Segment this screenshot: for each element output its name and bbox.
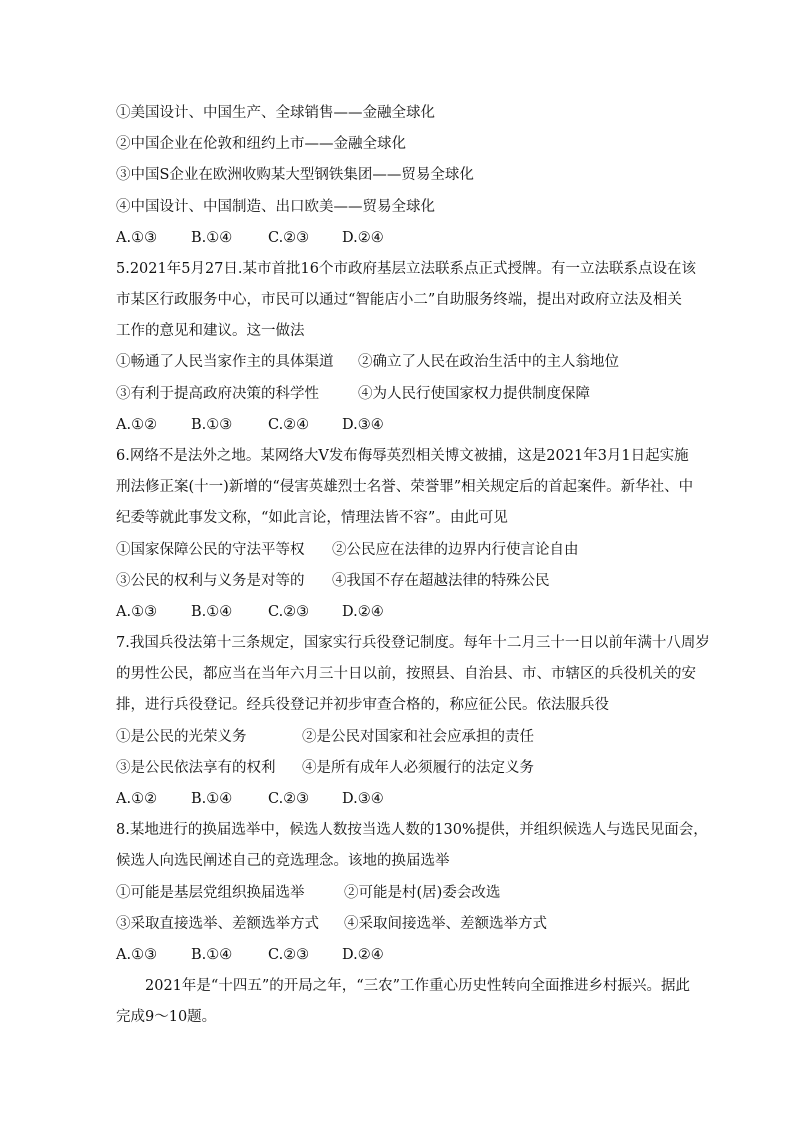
item-row: [116, 540, 579, 560]
item-text: ②中国企业在伦敦和纽约上市——金融全球化: [116, 136, 406, 152]
item-row: [116, 914, 547, 934]
answer-options: [116, 945, 384, 965]
question-stem: 候选人向选民阐述自己的竞选理念。该地的换届选举: [116, 853, 450, 869]
item-row: [116, 384, 590, 404]
option-c: C.②③: [268, 947, 310, 963]
item-text: ①是公民的光荣义务: [116, 729, 247, 745]
item-text: ①美国设计、中国生产、全球销售——金融全球化: [116, 105, 435, 121]
question-stem: 刑法修正案(十一)新增的“侵害英雄烈士名誉、荣誉罪”相关规定后的首起案件。新华社、中: [116, 479, 694, 495]
option-d: D.③④: [342, 791, 384, 807]
option-a: A.①③: [116, 604, 158, 620]
item-row: [116, 758, 534, 778]
item-text: ③是公民依法享有的权利: [116, 760, 276, 776]
item-text: ②确立了人民在政治生活中的主人翁地位: [358, 354, 619, 370]
option-c: C.②③: [268, 230, 310, 246]
question-stem: 排，进行兵役登记。经兵役登记并初步审查合格的，称应征公民。依法服兵役: [116, 697, 609, 713]
option-b: B.①④: [191, 947, 233, 963]
item-text: ④中国设计、中国制造、出口欧美——贸易全球化: [116, 199, 435, 215]
answer-options: [116, 602, 384, 622]
item-text: ①国家保障公民的守法平等权: [116, 542, 305, 558]
option-a: A.①③: [116, 230, 158, 246]
question-stem: 纪委等就此事发文称，“如此言论，情理法皆不容”。由此可见: [116, 510, 508, 526]
item-text: ④采取间接选举、差额选举方式: [344, 916, 547, 932]
question-stem: 6.网络不是法外之地。某网络大V发布侮辱英烈相关博文被捕，这是2021年3月1日起实施: [116, 448, 689, 464]
item-text: ③公民的权利与义务是对等的: [116, 573, 305, 589]
option-a: A.①②: [116, 417, 158, 433]
answer-options: [116, 789, 384, 809]
item-row: [116, 352, 619, 372]
option-c: C.②④: [268, 417, 310, 433]
answer-options: [116, 228, 384, 248]
item-text: ①可能是基层党组织换届选举: [116, 885, 305, 901]
option-b: B.①④: [191, 791, 233, 807]
question-stem: 7.我国兵役法第十三条规定，国家实行兵役登记制度。每年十二月三十一日以前年满十八周岁: [116, 635, 710, 651]
item-text: ④我国不存在超越法律的特殊公民: [332, 573, 550, 589]
item-text: ④是所有成年人必须履行的法定义务: [302, 760, 534, 776]
item-text: ③有利于提高政府决策的科学性: [116, 386, 319, 402]
item-row: [116, 883, 500, 903]
option-b: B.①④: [191, 230, 233, 246]
option-c: C.②③: [268, 604, 310, 620]
option-d: D.②④: [342, 604, 384, 620]
question-stem: 5.2021年5月27日.某市首批16个市政府基层立法联系点正式授牌。有一立法联系点设在该: [116, 261, 696, 277]
option-a: A.①②: [116, 791, 158, 807]
item-row: [116, 727, 534, 747]
item-text: ①畅通了人民当家作主的具体渠道: [116, 354, 334, 370]
item-row: [116, 571, 550, 591]
question-stem: 市某区行政服务中心，市民可以通过“智能店小二”自助服务终端，提出对政府立法及相关: [116, 292, 682, 308]
option-d: D.③④: [342, 417, 384, 433]
passage-text: 2021年是“十四五”的开局之年，“三农”工作重心历史性转向全面推进乡村振兴。据此: [145, 978, 691, 994]
question-stem: 工作的意见和建议。这一做法: [116, 323, 305, 339]
question-stem: 8.某地进行的换届选举中，候选人数按当选人数的130%提供，并组织候选人与选民见面会，: [116, 822, 708, 838]
option-b: B.①③: [191, 417, 233, 433]
option-d: D.②④: [342, 947, 384, 963]
option-d: D.②④: [342, 230, 384, 246]
answer-options: [116, 415, 384, 435]
item-text: ②是公民对国家和社会应承担的责任: [302, 729, 534, 745]
item-text: ③采取直接选举、差额选举方式: [116, 916, 319, 932]
item-text: ②公民应在法律的边界内行使言论自由: [332, 542, 579, 558]
option-a: A.①③: [116, 947, 158, 963]
option-c: C.②③: [268, 791, 310, 807]
item-text: ③中国S企业在欧洲收购某大型钢铁集团——贸易全球化: [116, 167, 474, 183]
item-text: ④为人民行使国家权力提供制度保障: [358, 386, 590, 402]
item-text: ②可能是村(居)委会改选: [344, 885, 501, 901]
option-b: B.①④: [191, 604, 233, 620]
question-stem: 的男性公民，都应当在当年六月三十日以前，按照县、自治县、市、市辖区的兵役机关的安: [116, 666, 696, 682]
passage-text: 完成9～10题。: [116, 1009, 217, 1025]
